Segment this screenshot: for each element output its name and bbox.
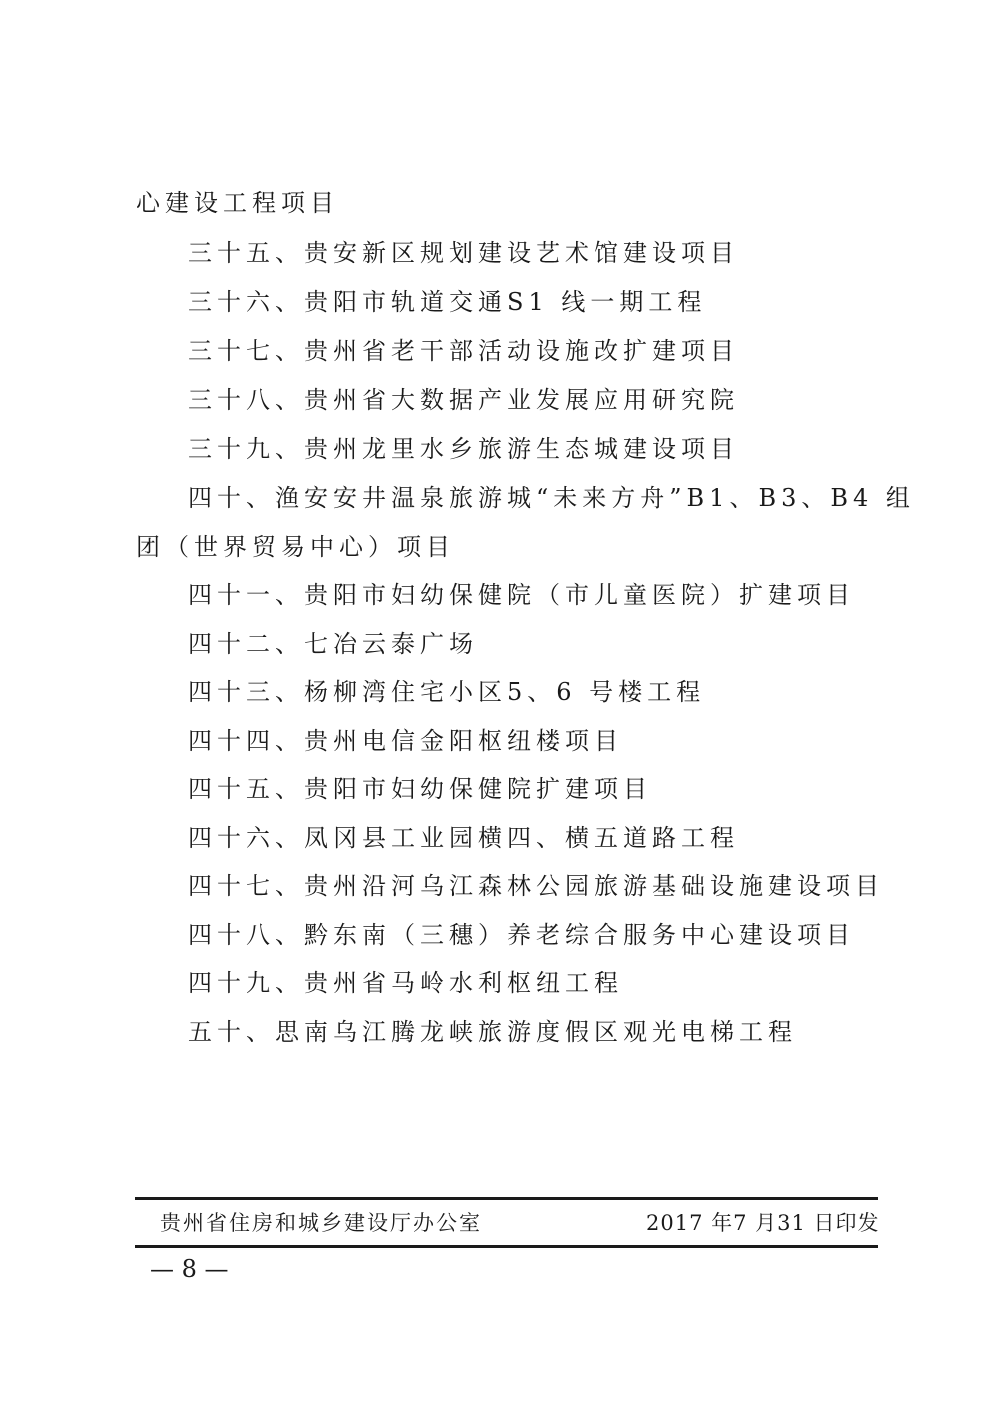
list-item-45: 四十五、贵阳市妇幼保健院扩建项目 xyxy=(188,775,652,803)
footer-top-rule xyxy=(135,1197,878,1200)
footer-issuer: 贵州省住房和城乡建设厅办公室 xyxy=(160,1211,482,1235)
list-item-35: 三十五、贵安新区规划建设艺术馆建设项目 xyxy=(188,239,739,267)
footer-issue-date: 2017 年7 月31 日印发 xyxy=(646,1211,880,1235)
list-item-44: 四十四、贵州电信金阳枢纽楼项目 xyxy=(188,727,623,755)
list-item-40: 四十、渔安安井温泉旅游城“未来方舟”B1、B3、B4 组 xyxy=(188,484,915,512)
list-item-48: 四十八、黔东南（三穗）养老综合服务中心建设项目 xyxy=(188,921,855,949)
list-item-50: 五十、思南乌江腾龙峡旅游度假区观光电梯工程 xyxy=(188,1018,797,1046)
list-item-46: 四十六、凤冈县工业园横四、横五道路工程 xyxy=(188,824,739,852)
list-item-43: 四十三、杨柳湾住宅小区5、6 号楼工程 xyxy=(188,678,706,706)
list-item-41: 四十一、贵阳市妇幼保健院（市儿童医院）扩建项目 xyxy=(188,581,855,609)
list-item-42: 四十二、七冶云泰广场 xyxy=(188,630,478,658)
list-item-47: 四十七、贵州沿河乌江森林公园旅游基础设施建设项目 xyxy=(188,872,884,900)
list-item-36: 三十六、贵阳市轨道交通S1 线一期工程 xyxy=(188,288,707,316)
list-item-49: 四十九、贵州省马岭水利枢纽工程 xyxy=(188,969,623,997)
text-line-continuation: 心建设工程项目 xyxy=(136,189,339,217)
page-number: — 8 — xyxy=(150,1255,229,1283)
list-item-37: 三十七、贵州省老干部活动设施改扩建项目 xyxy=(188,337,739,365)
footer-bottom-rule xyxy=(135,1245,878,1248)
list-item-39: 三十九、贵州龙里水乡旅游生态城建设项目 xyxy=(188,435,739,463)
list-item-38: 三十八、贵州省大数据产业发展应用研究院 xyxy=(188,386,739,414)
list-item-40-continuation: 团（世界贸易中心）项目 xyxy=(136,533,455,561)
